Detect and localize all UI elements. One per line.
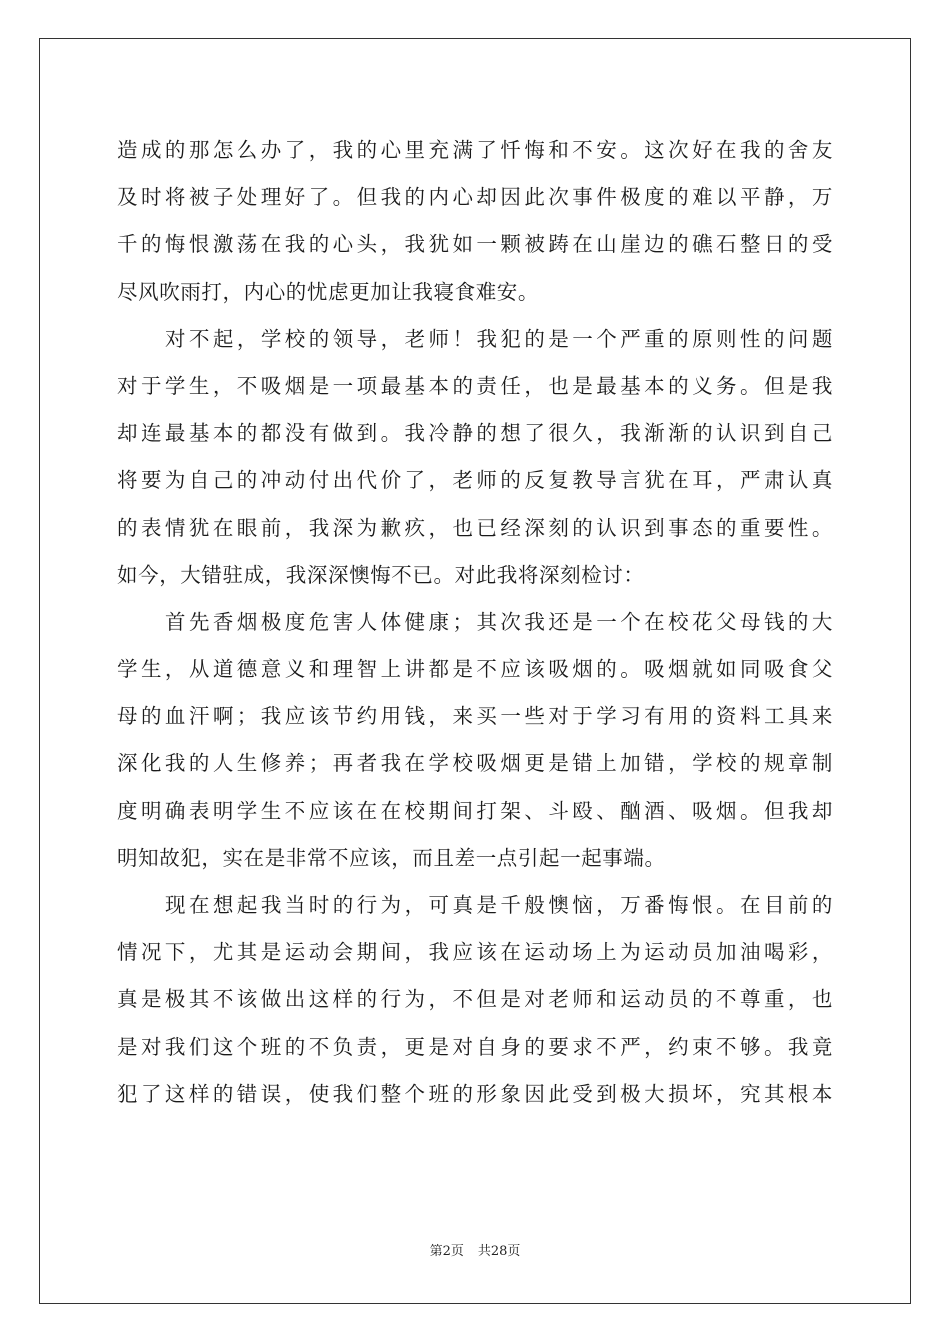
text-line: 真是极其不该做出这样的行为，不但是对老师和运动员的不尊重，也	[117, 987, 833, 1012]
paragraph-first-line: 现在想起我当时的行为，可真是千般懊恼，万番悔恨。在目前的	[165, 893, 833, 917]
text-line: 深化我的人生修养；再者我在学校吸烟更是错上加错，学校的规章制	[117, 751, 833, 776]
text-line: 是对我们这个班的不负责，更是对自身的要求不严，约束不够。我竟	[117, 1034, 833, 1059]
text-line: 千的悔恨激荡在我的心头，我犹如一颗被踌在山崖边的礁石整日的受	[117, 232, 833, 257]
text-line: 却连最基本的都没有做到。我冷静的想了很久，我渐渐的认识到自己	[117, 421, 833, 446]
current-page-label: 第2页	[429, 1244, 464, 1259]
text-line: 学生，从道德意义和理智上讲都是不应该吸烟的。吸烟就如同吸食父	[117, 657, 833, 682]
document-body	[117, 127, 833, 1118]
text-line: 造成的那怎么办了，我的心里充满了忏悔和不安。这次好在我的舍友	[117, 138, 833, 162]
text-line: 如今，大错驻成，我深深懊悔不已。对此我将深刻检讨：	[117, 562, 645, 587]
text-line: 对于学生，不吸烟是一项最基本的责任，也是最基本的义务。但是我	[117, 373, 833, 398]
text-line: 尽风吹雨打，内心的忧虑更加让我寝食难安。	[117, 279, 539, 304]
text-line: 明知故犯，实在是非常不应该，而且差一点引起一起事端。	[117, 845, 666, 870]
text-line: 的表情犹在眼前，我深为歉疚，也已经深刻的认识到事态的重要性。	[117, 515, 833, 540]
text-line: 将要为自己的冲动付出代价了，老师的反复教导言犹在耳，严肃认真	[117, 468, 833, 493]
paragraph-first-line: 对不起，学校的领导，老师！我犯的是一个严重的原则性的问题	[165, 326, 833, 351]
text-line: 及时将被子处理好了。但我的内心却因此次事件极度的难以平静，万	[117, 185, 833, 210]
total-pages-label: 共28页	[477, 1244, 521, 1259]
text-line: 母的血汗啊；我应该节约用钱，来买一些对于学习有用的资料工具来	[117, 704, 833, 729]
text-line: 犯了这样的错误，使我们整个班的形象因此受到极大损坏，究其根本	[117, 1081, 833, 1106]
text-line: 情况下，尤其是运动会期间，我应该在运动场上为运动员加油喝彩，	[117, 940, 833, 965]
page-footer	[0, 1240, 950, 1259]
text-line: 度明确表明学生不应该在在校期间打架、斗殴、酗酒、吸烟。但我却	[117, 798, 833, 823]
paragraph-first-line: 首先香烟极度危害人体健康；其次我还是一个在校花父母钱的大	[165, 609, 833, 634]
